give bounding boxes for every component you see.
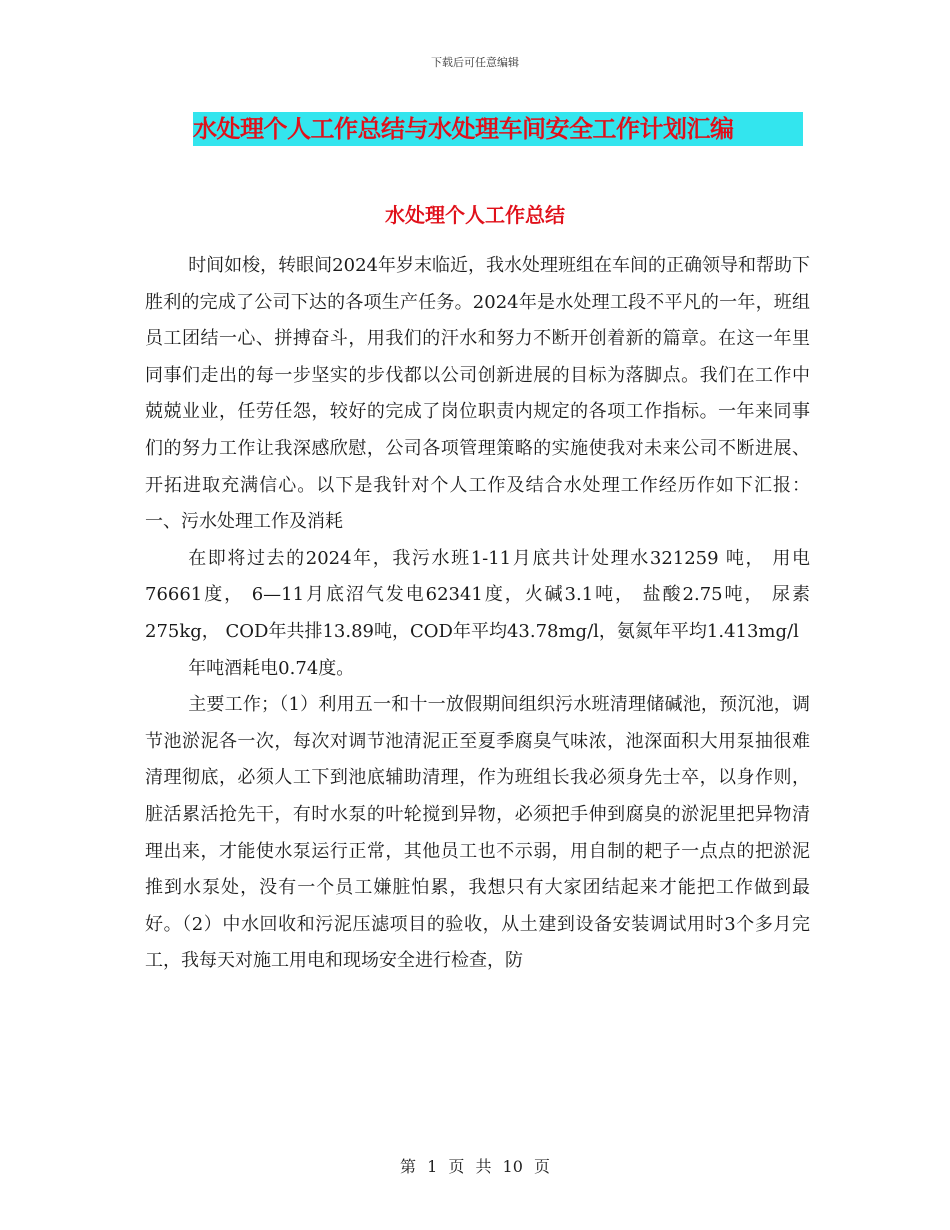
- section-title: 水处理个人工作总结: [385, 203, 565, 227]
- paragraph-consumption: 在即将过去的2024年，我污水班1-11月底共计处理水321259 吨， 用电76661度， 6—11月底沼气发电62341度，火碱3.1吨， 盐酸2.75吨， 尿素275kg， COD年共排13.89吨，COD年平均43.78mg/l，氨氮年平均1.413mg/l: [145, 547, 810, 642]
- paragraph-intro: 时间如梭，转眼间2024年岁末临近，我水处理班组在车间的正确领导和帮助下胜利的完成了公司下达的各项生产任务。2024年是水处理工段不平凡的一年，班组员工团结一心、拼搏奋斗，用我们的汗水和努力不断开创着新的篇章。在这一年里同事们走出的每一步坚实的步伐都以公司创新进展的目标为落脚点。我们在工作中兢兢业业，任劳任怨，较好的完成了岗位职责内规定的各项工作指标。一年来同事们的努力工作让我深感欣慰，公司各项管理策略的实施使我对未来公司不断进展、开拓进取充满信心。以下是我针对个人工作及结合水处理工作经历作如下汇报：一、污水处理工作及消耗: [145, 255, 810, 533]
- paragraph-electricity: 年吨酒耗电0.74度。: [188, 657, 355, 679]
- paragraph-main-work: 主要工作；（1）利用五一和十一放假期间组织污水班清理储碱池，预沉池，调节池淤泥各一次，每次对调节池清泥正至夏季腐臭气味浓，池深面积大用泵抽很难清理彻底，必须人工下到池底辅助清理，作为班组长我必须身先士卒，以身作则，脏活累活抢先干，有时水泵的叶轮搅到异物，必须把手伸到腐臭的淤泥里把异物清理出来，才能使水泵运行正常，其他员工也不示弱，用自制的耙子一点点的把淤泥推到水泵处，没有一个员工嫌脏怕累，我想只有大家团结起来才能把工作做到最好。（2）中水回收和污泥压滤项目的验收，从土建到设备安装调试用时3个多月完工，我每天对施工用电和现场安全进行检查，防: [145, 694, 810, 972]
- header-note: 下载后可任意编辑: [431, 56, 519, 69]
- page-footer: 第 1 页 共 10 页: [400, 1157, 550, 1176]
- body-text: [145, 248, 810, 980]
- document-title: 水处理个人工作总结与水处理车间安全工作计划汇编: [193, 112, 803, 146]
